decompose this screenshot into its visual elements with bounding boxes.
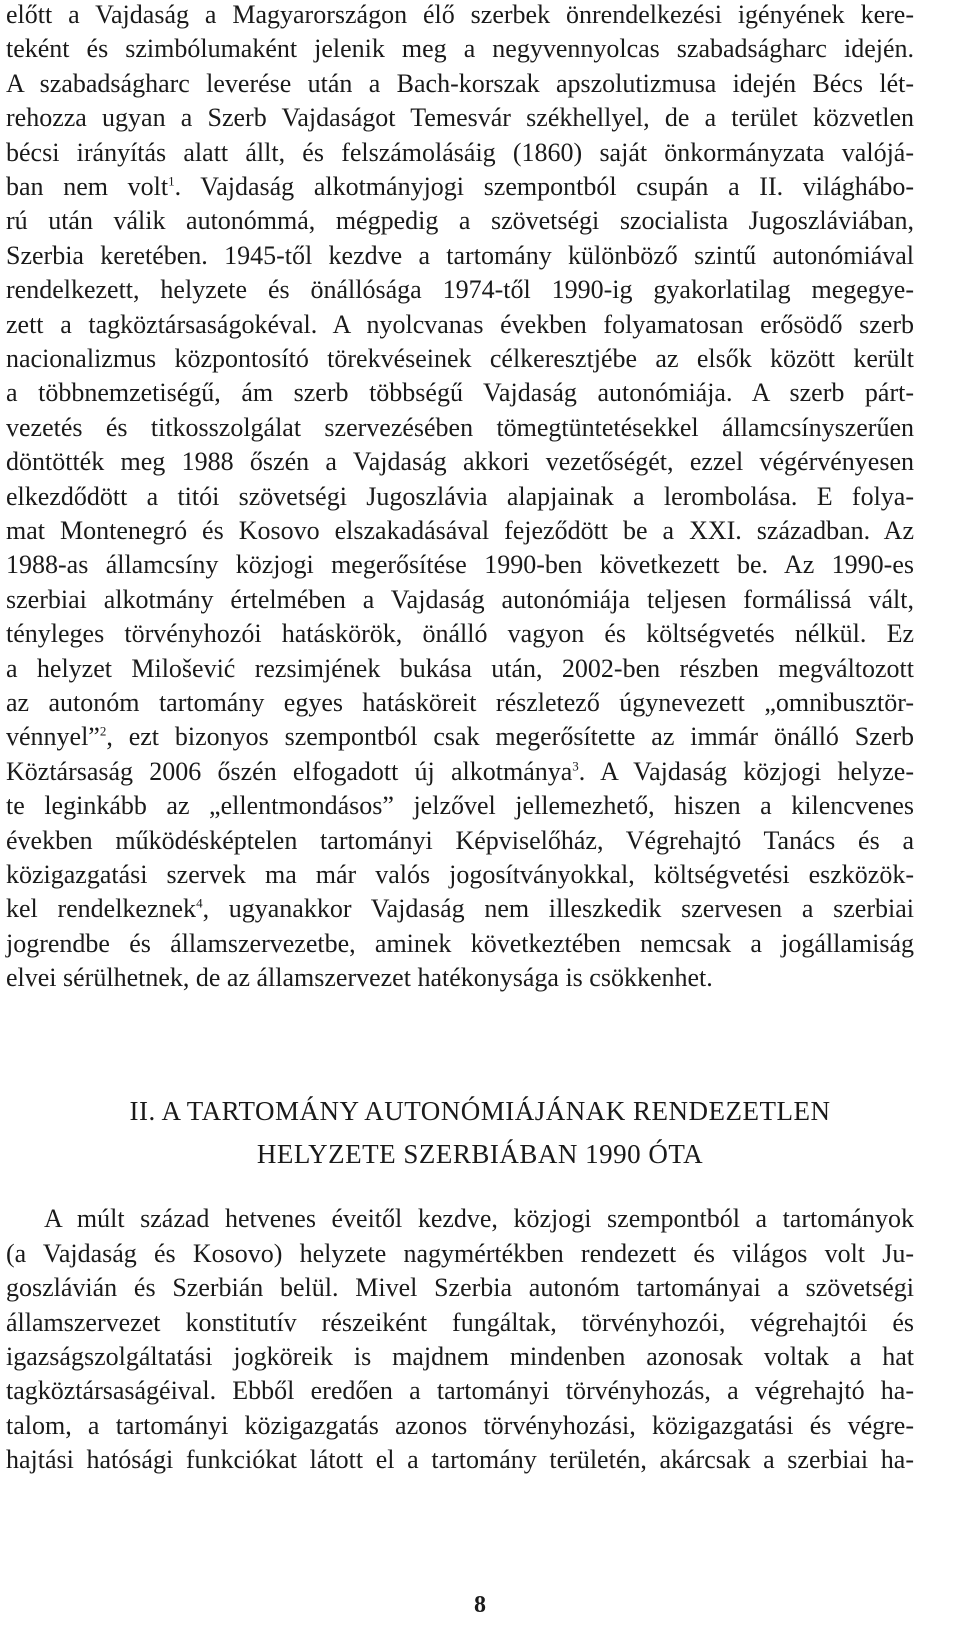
- heading-line: HELYZETE SZERBIÁBAN 1990 ÓTA: [256, 1139, 704, 1169]
- text-line: nacionalizmus központosító törekvéseinek célkeresztjébe az elsők között került: [6, 344, 914, 373]
- text-segment: Köztársaság 2006 őszén elfogadott új alkotmánya: [6, 757, 573, 786]
- footnote-marker: 2: [99, 723, 107, 739]
- text-line: zett a tagköztársaságokéval. A nyolcvanas években folyamatosan erősödő szerb: [6, 310, 914, 339]
- text-line: elkezdődött a titói szövetségi Jugoszlávia alapjainak a lerombolása. E folya-: [6, 482, 914, 511]
- text-line: tagköztársaságéival. Ebből eredően a tartományi törvényhozás, a végrehajtó ha-: [6, 1376, 914, 1405]
- text-segment: , ugyanakkor Vajdaság nem illeszkedik szervesen a szerbiai: [202, 894, 914, 923]
- heading-line: II. A TARTOMÁNY AUTONÓMIÁJÁNAK RENDEZETLEN: [129, 1096, 831, 1126]
- text-line: rú után válik autonómmá, mégpedig a szövetségi szocialista Jugoszláviában,: [6, 206, 914, 235]
- text-line: években működésképtelen tartományi Képviselőház, Végrehajtó Tanács és a: [6, 826, 914, 855]
- text-segment: ban nem volt: [6, 172, 169, 201]
- text-line: tényleges törvényhozói hatáskörök, önálló vagyon és költségvetés nélkül. Ez: [6, 619, 914, 648]
- text-line: A szabadságharc leverése után a Bach-korszak apszolutizmusa idején Bécs lét-: [6, 69, 914, 98]
- text-line: döntötték meg 1988 őszén a Vajdaság akkori vezetőségét, ezzel végérvényesen: [6, 447, 914, 476]
- footnote-marker: 1: [168, 173, 175, 189]
- text-line: Szerbia keretében. 1945-től kezdve a tartomány különböző szintű autonómiával: [6, 241, 914, 270]
- text-line: [6, 755, 914, 789]
- text-segment: , ezt bizonyos szempontból csak megerősítette az immár önálló Szerb: [106, 722, 914, 751]
- text-line: A múlt század hetvenes éveitől kezdve, közjogi szempontból a tartományok: [44, 1204, 914, 1233]
- footnote-marker: 4: [196, 895, 203, 911]
- text-segment: . Vajdaság alkotmányjogi szempontból csupán a II. világhábo-: [174, 172, 914, 201]
- text-line: az autonóm tartomány egyes hatásköreit részletező úgynevezett „omnibusztör-: [6, 688, 914, 717]
- text-line: szerbiai alkotmány értelmében a Vajdaság autonómiája teljesen formálissá vált,: [6, 585, 914, 614]
- text-segment: . A Vajdaság közjogi helyze-: [578, 757, 914, 786]
- text-line: mat Montenegró és Kosovo elszakadásával fejeződött be a XXI. században. Az: [6, 516, 914, 545]
- text-line: 1988-as államcsíny közjogi megerősítése 1990-ben következett be. Az 1990-es: [6, 550, 914, 579]
- text-line: igazságszolgáltatási jogköreik is majdnem mindenben azonosak voltak a hat: [6, 1342, 914, 1371]
- text-line: (a Vajdaság és Kosovo) helyzete nagymértékben rendezett és világos volt Ju-: [6, 1239, 914, 1268]
- text-line: előtt a Vajdaság a Magyarországon élő szerbek önrendelkezési igényének kere-: [6, 0, 914, 29]
- text-line: teként és szimbólumaként jelenik meg a negyvennyolcas szabadságharc idején.: [6, 34, 914, 63]
- footnote-marker: 3: [572, 758, 579, 774]
- text-line: te leginkább az „ellentmondásos” jelzővel jellemezhető, hiszen a kilencvenes: [6, 791, 914, 820]
- text-line: rehozza ugyan a Szerb Vajdaságot Temesvár székhellyel, de a terület közvetlen: [6, 103, 914, 132]
- page-number: 8: [474, 1592, 486, 1618]
- text-segment: vénnyel”: [6, 722, 100, 751]
- text-line: elvei sérülhetnek, de az államszervezet hatékonysága is csökkenhet.: [6, 963, 713, 992]
- text-line: goszlávián és Szerbián belül. Mivel Szerbia autonóm tartományai a szövetségi: [6, 1273, 914, 1302]
- text-line: a többnemzetiségű, ám szerb többségű Vajdaság autonómiája. A szerb párt-: [6, 378, 914, 407]
- text-line: [6, 170, 914, 204]
- text-line: talom, a tartományi közigazgatás azonos törvényhozási, közigazgatási és végre-: [6, 1411, 914, 1440]
- text-line: [6, 892, 914, 926]
- text-line: hajtási hatósági funkciókat látott el a tartomány területén, akárcsak a szerbiai ha-: [6, 1445, 914, 1474]
- text-segment: kel rendelkeznek: [6, 894, 197, 923]
- text-line: [6, 720, 914, 754]
- text-line: vezetés és titkosszolgálat szervezésében tömegtüntetésekkel államcsínyszerűen: [6, 413, 914, 442]
- text-line: közigazgatási szervek ma már valós jogosítványokkal, költségvetési eszközök-: [6, 860, 914, 889]
- text-line: rendelkezett, helyzete és önállósága 1974-től 1990-ig gyakorlatilag megegye-: [6, 275, 914, 304]
- text-line: bécsi irányítás alatt állt, és felszámolásáig (1860) saját önkormányzata valójá-: [6, 138, 914, 167]
- text-line: jogrendbe és államszervezetbe, aminek következtében nemcsak a jogállamiság: [6, 929, 914, 958]
- text-line: a helyzet Milošević rezsimjének bukása után, 2002-ben részben megváltozott: [6, 654, 914, 683]
- text-line: államszervezet konstitutív részeiként fungáltak, törvényhozói, végrehajtói és: [6, 1308, 914, 1337]
